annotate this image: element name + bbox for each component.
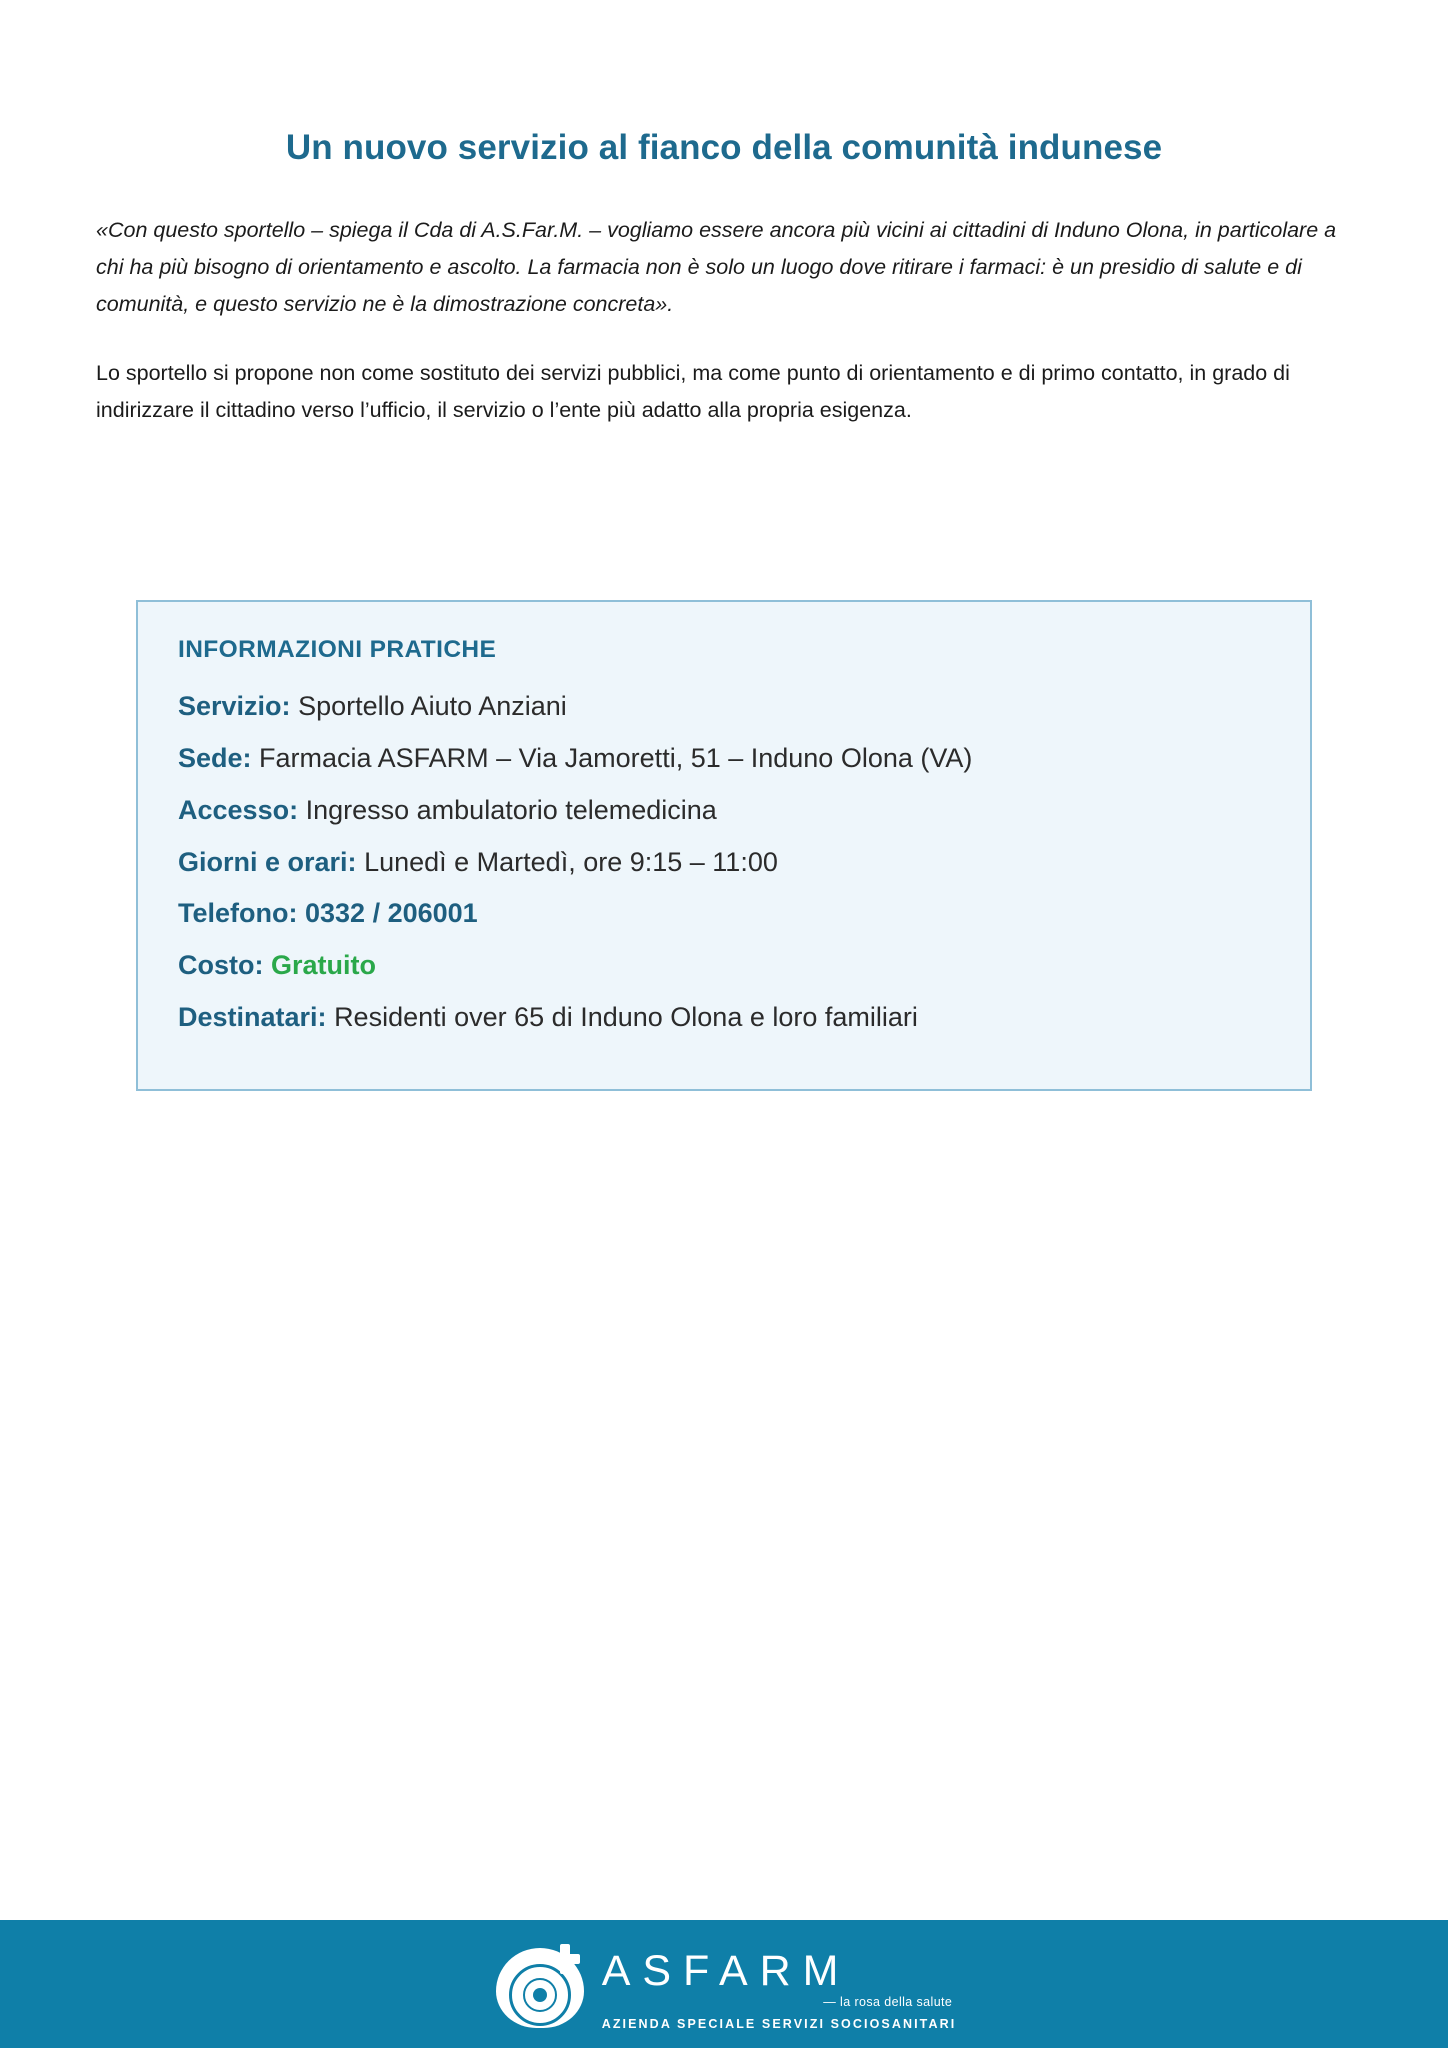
info-label: Telefono: bbox=[178, 898, 298, 929]
info-value-phone-number: 0332 / 206001 bbox=[305, 898, 478, 929]
rose-cross-logo-icon bbox=[492, 1942, 588, 2038]
logo-wordmark: ASFARM bbox=[601, 1946, 851, 1995]
info-label: Servizio: bbox=[178, 691, 291, 721]
info-value-cost: Gratuito bbox=[271, 950, 376, 981]
asfarm-logo bbox=[492, 1942, 957, 2038]
practical-information-box bbox=[136, 600, 1312, 1091]
info-value: Residenti over 65 di Induno Olona e loro familiari bbox=[334, 1002, 918, 1033]
info-label: Costo: bbox=[178, 950, 264, 981]
info-value: Farmacia ASFARM – Via Jamoretti, 51 – Induno Olona (VA) bbox=[259, 742, 973, 773]
info-row-cost bbox=[178, 945, 1270, 987]
info-label: Accesso: bbox=[178, 794, 299, 825]
info-row bbox=[178, 997, 1270, 1039]
body-paragraph: Lo sportello si propone non come sostituto dei servizi pubblici, ma come punto di orientamento e di primo contatto, in grado di indirizzare il cittadino verso l’ufficio, il servizio o l’ente più adatto alla propria esigenza. bbox=[96, 360, 1290, 422]
logo-subtitle: AZIENDA SPECIALE SERVIZI SOCIOSANITARI bbox=[601, 2016, 957, 2031]
info-row bbox=[178, 686, 1270, 728]
info-value: Sportello Aiuto Anziani bbox=[298, 691, 567, 721]
document-content bbox=[0, 0, 1448, 429]
info-value: Lunedì e Martedì, ore 9:15 – 11:00 bbox=[364, 846, 778, 877]
medical-cross-icon bbox=[548, 1942, 582, 1976]
cross-horizontal-bar bbox=[550, 1954, 580, 1964]
footer-logo-area bbox=[0, 1920, 1448, 2048]
info-row bbox=[178, 790, 1270, 832]
info-row-telephone bbox=[178, 893, 1270, 935]
quote-paragraph: «Con questo sportello – spiega il Cda di A.S.Far.M. – vogliamo essere ancora più vicini ai cittadini di Induno Olona, in particolare a chi ha più bisogno di orientamento e ascolto. La farmacia non è solo un luogo dove ritirare i farmaci: è un presidio di salute e di comunità, e questo servizio ne è la dimostrazione concreta». bbox=[96, 218, 1337, 316]
info-value: Ingresso ambulatorio telemedicina bbox=[305, 794, 717, 825]
info-label: Giorni e orari: bbox=[178, 846, 357, 877]
page-footer bbox=[0, 1920, 1448, 2048]
page-title: Un nuovo servizio al fianco della comunità indunese bbox=[285, 128, 1163, 167]
info-label: Sede: bbox=[178, 742, 252, 773]
logo-tagline: — la rosa della salute bbox=[823, 1994, 953, 2009]
info-row bbox=[178, 738, 1270, 780]
logo-text-block bbox=[601, 1946, 957, 2031]
info-box-heading: INFORMAZIONI PRATICHE bbox=[178, 636, 497, 663]
info-row bbox=[178, 842, 1270, 884]
info-label: Destinatari: bbox=[178, 1002, 327, 1033]
